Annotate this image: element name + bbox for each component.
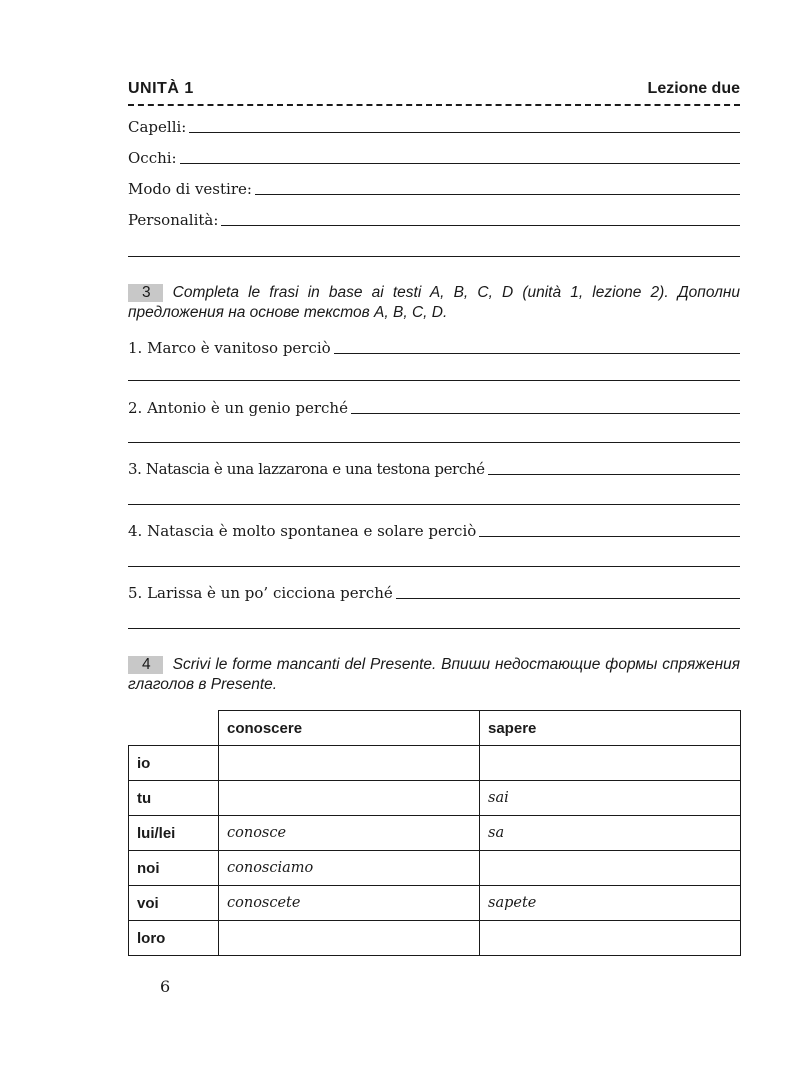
sapere-cell[interactable] xyxy=(480,851,741,886)
unit-title: UNITÀ 1 xyxy=(128,80,194,97)
field-label: Modo di vestire: xyxy=(128,180,252,198)
conoscere-cell[interactable] xyxy=(219,921,480,956)
sapere-cell: sai xyxy=(480,781,741,816)
pronoun-cell: noi xyxy=(129,851,219,886)
field-label: Occhi: xyxy=(128,149,177,167)
answer-line[interactable] xyxy=(479,536,740,537)
table-corner xyxy=(129,711,219,746)
pronoun-cell: tu xyxy=(129,781,219,816)
conoscere-cell: conosce xyxy=(219,816,480,851)
pronoun-cell: lui/lei xyxy=(129,816,219,851)
conjugation-table xyxy=(128,710,741,956)
answer-line[interactable] xyxy=(334,353,740,354)
exercise-number-badge: 4 xyxy=(128,656,163,674)
table-row xyxy=(129,886,741,921)
sapere-cell[interactable] xyxy=(480,921,741,956)
answer-line[interactable] xyxy=(128,628,740,629)
conoscere-cell[interactable] xyxy=(219,746,480,781)
pronoun-cell: voi xyxy=(129,886,219,921)
sentence-start: 1. Marco è vanitoso perciò xyxy=(128,339,331,357)
conoscere-cell: conosciamo xyxy=(219,851,480,886)
exercise-4-instruction xyxy=(128,655,740,695)
table-row xyxy=(129,746,741,781)
table-header-row xyxy=(129,711,741,746)
answer-line[interactable] xyxy=(128,504,740,505)
conoscere-cell[interactable] xyxy=(219,781,480,816)
instruction-text: Completa le frasi in base ai testi A, B, C, D (unità 1, lezione 2). Дополни предложения на основе текстов A, B, C, D. xyxy=(128,284,740,321)
answer-line[interactable] xyxy=(128,442,740,443)
instruction-text: Scrivi le forme mancanti del Presente. Впиши недостающие формы спряжения глаголов в Presente. xyxy=(128,656,740,693)
answer-line[interactable] xyxy=(255,194,740,195)
field-personalita xyxy=(128,211,740,229)
answer-line[interactable] xyxy=(180,163,740,164)
table-row xyxy=(129,921,741,956)
answer-line[interactable] xyxy=(128,566,740,567)
exercise-3-item-3 xyxy=(128,460,740,478)
lesson-title: Lezione due xyxy=(647,80,740,97)
answer-line[interactable] xyxy=(396,598,740,599)
answer-line[interactable] xyxy=(128,380,740,381)
column-header-conoscere: conoscere xyxy=(219,711,480,746)
field-label: Personalità: xyxy=(128,211,219,229)
answer-line[interactable] xyxy=(221,225,740,226)
field-label: Capelli: xyxy=(128,118,187,136)
table-row xyxy=(129,781,741,816)
conoscere-cell: conoscete xyxy=(219,886,480,921)
sentence-start: 2. Antonio è un genio perché xyxy=(128,399,348,417)
answer-line[interactable] xyxy=(488,474,740,475)
field-modo-di-vestire xyxy=(128,180,740,198)
table-row xyxy=(129,816,741,851)
sentence-start: 3. Natascia è una lazzarona e una testona perché xyxy=(128,460,485,478)
column-header-sapere: sapere xyxy=(480,711,741,746)
exercise-3-item-5 xyxy=(128,584,740,602)
answer-line[interactable] xyxy=(189,132,740,133)
sapere-cell[interactable] xyxy=(480,746,741,781)
page-header xyxy=(128,80,740,106)
answer-line[interactable] xyxy=(351,413,740,414)
sapere-cell: sa xyxy=(480,816,741,851)
page-number: 6 xyxy=(160,977,171,996)
field-capelli xyxy=(128,118,740,136)
exercise-3-item-4 xyxy=(128,522,740,540)
table-row xyxy=(129,851,741,886)
field-occhi xyxy=(128,149,740,167)
exercise-3-item-1 xyxy=(128,339,740,357)
exercise-3-instruction xyxy=(128,283,740,323)
exercise-3-item-2 xyxy=(128,399,740,417)
sentence-start: 4. Natascia è molto spontanea e solare perciò xyxy=(128,522,477,540)
sentence-start: 5. Larissa è un po’ cicciona perché xyxy=(128,584,393,602)
pronoun-cell: loro xyxy=(129,921,219,956)
sapere-cell: sapete xyxy=(480,886,741,921)
answer-line-extra[interactable] xyxy=(128,256,740,257)
exercise-number-badge: 3 xyxy=(128,284,163,302)
pronoun-cell: io xyxy=(129,746,219,781)
